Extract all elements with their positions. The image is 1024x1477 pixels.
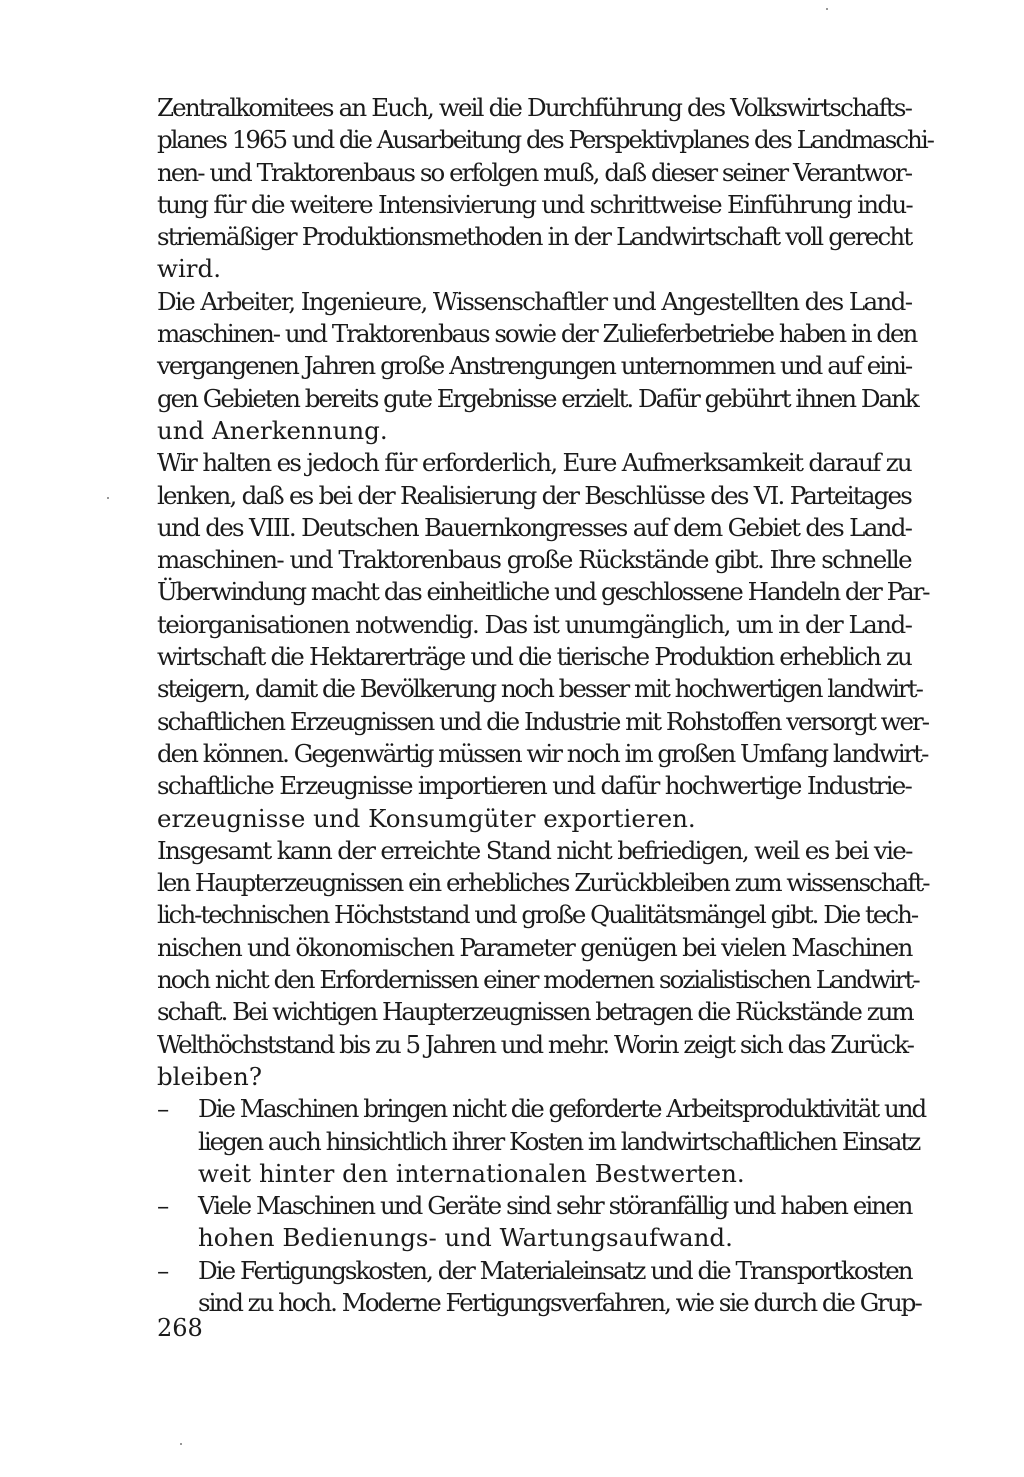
text-line: striemäßiger Produktionsmethoden in der Landwirtschaft voll gerecht xyxy=(157,222,912,252)
scan-speck xyxy=(107,497,109,499)
text-line: Welthöchststand bis zu 5 Jahren und mehr. Worin zeigt sich das Zurück- xyxy=(157,1029,913,1059)
list-item xyxy=(157,1255,921,1320)
text-line: maschinen- und Traktorenbaus große Rückstände gibt. Ihre schnelle xyxy=(157,545,911,575)
text-line: steigern, damit die Bevölkerung noch besser mit hochwertigen landwirt- xyxy=(157,674,922,704)
text-line: lenken, daß es bei der Realisierung der Beschlüsse des VI. Parteitages xyxy=(157,480,911,510)
text-line: lich-technischen Höchststand und große Qualitätsmängel gibt. Die tech- xyxy=(157,900,918,930)
text-line: noch nicht den Erfordernissen einer modernen sozialistischen Landwirt- xyxy=(157,965,919,995)
text-line: Zentralkomitees an Euch, weil die Durchführung des Volkswirtschafts- xyxy=(157,93,911,122)
text-line: teiorganisationen notwendig. Das ist unumgänglich, um in der Land- xyxy=(157,609,912,639)
text-line: gen Gebieten bereits gute Ergebnisse erzielt. Dafür gebührt ihnen Dank xyxy=(157,383,918,413)
list-item xyxy=(157,1190,911,1255)
paragraph-4 xyxy=(157,835,929,1093)
text-line: Die Arbeiter, Ingenieure, Wissenschaftler und Angestellten des Land- xyxy=(157,286,912,316)
text-line: den können. Gegenwärtig müssen wir noch im großen Umfang landwirt- xyxy=(157,738,928,768)
text-line: maschinen- und Traktorenbaus sowie der Zulieferbetriebe haben in den xyxy=(157,319,917,349)
paragraph-2 xyxy=(157,286,918,447)
text-line: Viele Maschinen und Geräte sind sehr störanfällig und haben einen xyxy=(198,1191,912,1221)
list-dash: – xyxy=(157,1191,170,1221)
text-line: Insgesamt kann der erreichte Stand nicht befriedigen, weil es bei vie- xyxy=(157,835,912,865)
text-line: nischen und ökonomischen Parameter genügen bei vielen Maschinen xyxy=(157,932,912,962)
text-line: wirtschaft die Hektarerträge und die tierische Produktion erheblich zu xyxy=(157,642,911,672)
paragraph-1 xyxy=(157,92,933,286)
text-line: und Anerkennung. xyxy=(157,415,388,445)
scan-speck xyxy=(180,1443,182,1445)
text-line: nen- und Traktorenbaus so erfolgen muß, daß dieser seiner Verantwor- xyxy=(157,157,912,187)
text-line: Wir halten es jedoch für erforderlich, Eure Aufmerksamkeit darauf zu xyxy=(157,448,911,478)
paragraph-3 xyxy=(157,447,929,835)
list-item xyxy=(157,1093,926,1190)
text-line: Überwindung macht das einheitliche und geschlossene Handeln der Par- xyxy=(157,577,929,607)
text-line: liegen auch hinsichtlich ihrer Kosten im landwirtschaftlichen Einsatz xyxy=(198,1126,920,1156)
text-line: planes 1965 und die Ausarbeitung des Perspektivplanes des Landmaschi- xyxy=(157,125,933,155)
dash-list xyxy=(157,1093,926,1319)
text-line: Die Maschinen bringen nicht die geforderte Arbeitsproduktivität und xyxy=(198,1094,926,1124)
text-line: len Haupterzeugnissen ein erhebliches Zurückbleiben zum wissenschaft- xyxy=(157,868,929,898)
text-line: sind zu hoch. Moderne Fertigungsverfahren, wie sie durch die Grup- xyxy=(198,1287,921,1317)
body-text xyxy=(157,92,933,1319)
text-line: und des VIII. Deutschen Bauernkongresses auf dem Gebiet des Land- xyxy=(157,512,912,542)
text-line: erzeugnisse und Konsumgüter exportieren. xyxy=(157,803,696,833)
text-line: tung für die weitere Intensivierung und schrittweise Einführung indu- xyxy=(157,189,913,219)
scan-speck xyxy=(826,8,828,10)
list-dash: – xyxy=(157,1255,170,1285)
text-line: schaftliche Erzeugnisse importieren und dafür hochwertige Industrie- xyxy=(157,771,911,801)
text-line: weit hinter den internationalen Bestwerten. xyxy=(198,1158,745,1188)
text-line: schaft. Bei wichtigen Haupterzeugnissen betragen die Rückstände zum xyxy=(157,997,913,1027)
text-line: schaftlichen Erzeugnissen und die Industrie mit Rohstoffen versorgt wer- xyxy=(157,706,929,736)
text-line: bleiben? xyxy=(157,1061,262,1091)
list-dash: – xyxy=(157,1094,170,1124)
text-line: Die Fertigungskosten, der Materialeinsatz und die Transportkosten xyxy=(198,1255,912,1285)
text-line: wird. xyxy=(157,254,221,284)
page-number: 268 xyxy=(157,1314,203,1342)
text-line: hohen Bedienungs- und Wartungsaufwand. xyxy=(198,1223,733,1253)
text-line: vergangenen Jahren große Anstrengungen unternommen und auf eini- xyxy=(157,351,912,381)
